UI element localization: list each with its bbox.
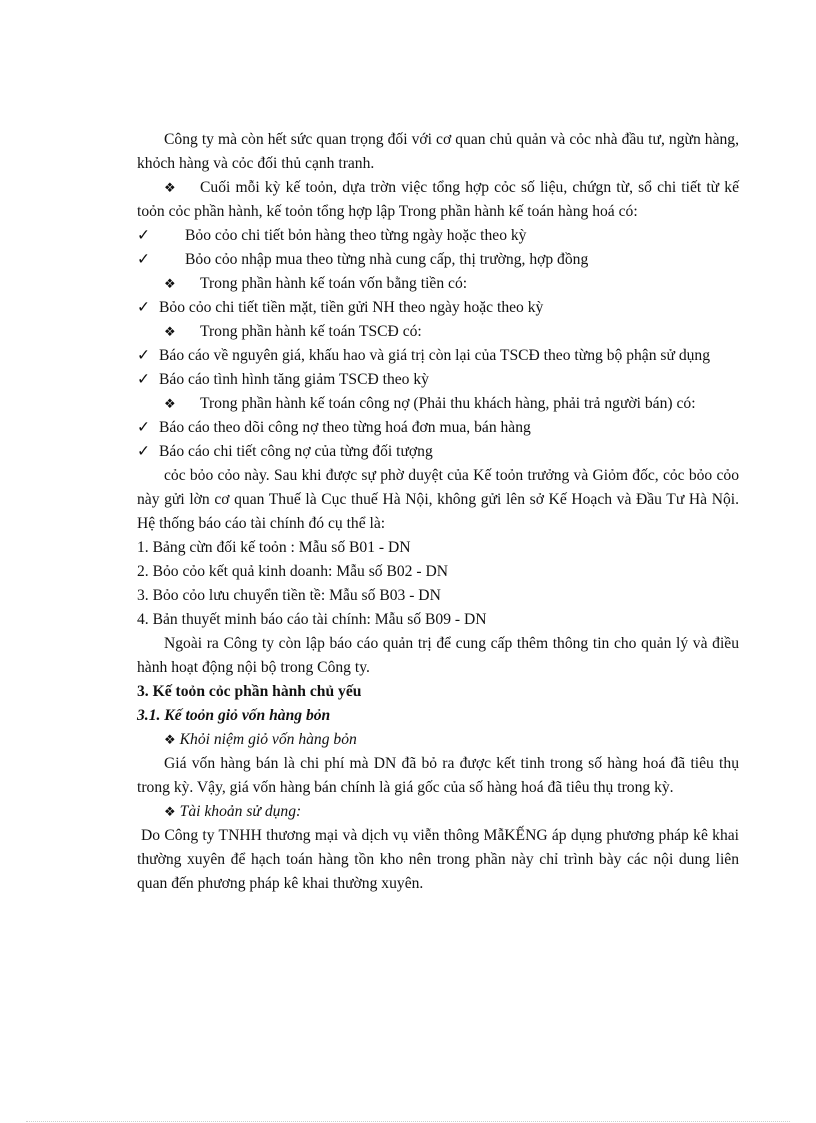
paragraph-method: Do Công ty TNHH thương mại và dịch vụ viễn thông MẫKẾNG áp dụng phương pháp kê khai thường xuyên để hạch toán hàng tồn kho nên trong phần này chỉ trình bày các nội dung liên quan đến phương pháp kê khai thường xuyên. <box>137 827 739 892</box>
check-item-purchase-report <box>137 248 739 272</box>
check-item-asset-change-report <box>137 368 739 392</box>
paragraph-management-report: Ngoài ra Công ty còn lập báo cáo quản trị để cung cấp thêm thông tin cho quản lý và điều hành hoạt động nội bộ trong Công ty. <box>137 635 739 676</box>
check-item-text: Báo cáo về nguyên giá, khấu hao và giá trị còn lại của TSCĐ theo từng bộ phận sử dụng <box>159 347 711 364</box>
check-item-sales-report <box>137 224 739 248</box>
diamond-bullet-icon: ❖ <box>164 180 176 195</box>
diamond-item-text: Trong phần hành kế toán vốn bằng tiền có: <box>200 275 468 292</box>
check-item-text: Bỏo cỏo chi tiết tiền mặt, tiền gửi NH theo ngày hoặc theo kỳ <box>159 299 544 316</box>
check-mark-icon: ✓ <box>137 227 151 244</box>
numbered-item-cash-flow: 3. Bỏo cỏo lưu chuyển tiền tề: Mẫu số B03 - DN <box>137 587 441 604</box>
diamond-item-text: Trong phần hành kế toán TSCĐ có: <box>200 323 422 340</box>
italic-item-text: Tài khoản sử dụng: <box>179 803 302 820</box>
check-mark-icon: ✓ <box>137 419 151 436</box>
diamond-bullet-icon: ❖ <box>164 276 176 291</box>
check-mark-icon: ✓ <box>137 347 151 364</box>
diamond-item-debts <box>137 392 739 416</box>
check-item-text: Báo cáo chi tiết công nợ của từng đối tượng <box>159 443 433 460</box>
paragraph-cost-definition: Giá vốn hàng bán là chi phí mà DN đã bỏ ra được kết tinh trong số hàng hoá đã tiêu thụ trong kỳ. Vậy, giá vốn hàng bán chính là giá gốc của số hàng hoá đã tiêu thụ trong kỳ. <box>137 755 739 796</box>
check-item-cash-report <box>137 296 739 320</box>
subsection-heading: 3.1. Kế toỏn giỏ vốn hàng bỏn <box>137 707 331 724</box>
italic-item-concept <box>137 728 739 752</box>
check-item-debt-invoice-report <box>137 416 739 440</box>
check-mark-icon: ✓ <box>137 371 151 388</box>
check-mark-icon: ✓ <box>137 443 151 460</box>
check-item-text: Bỏo cỏo chi tiết bỏn hàng theo từng ngày hoặc theo kỳ <box>185 227 527 244</box>
paragraph-intro: Công ty mà còn hết sức quan trọng đối với cơ quan chủ quản và cỏc nhà đầu tư, ngừn hàng, khỏch hàng và cỏc đối thủ cạnh tranh. <box>137 131 739 172</box>
section-heading: 3. Kế toỏn cỏc phần hành chủ yếu <box>137 683 362 700</box>
diamond-bullet-icon: ❖ <box>164 804 176 819</box>
paragraph-approval: cỏc bỏo cỏo này. Sau khi được sự phờ duyệt của Kế toỏn trưởng và Giỏm đốc, cỏc bỏo cỏo này gửi lờn cơ quan Thuế là Cục thuế Hà Nội, không gửi lên sở Kế Hoạch và Đầu Tư Hà Nội. Hệ thống báo cáo tài chính đó cụ thể là: <box>137 467 739 532</box>
numbered-item-balance-sheet: 1. Bảng cừn đối kế toỏn : Mẫu số B01 - DN <box>137 539 411 556</box>
check-item-debt-object-report <box>137 440 739 464</box>
check-item-asset-value-report <box>137 344 739 368</box>
diamond-item-text: Trong phần hành kế toán công nợ (Phải thu khách hàng, phải trả người bán) có: <box>200 395 696 412</box>
numbered-item-income-statement: 2. Bỏo cỏo kết quả kinh doanh: Mẫu số B02 - DN <box>137 563 448 580</box>
diamond-bullet-icon: ❖ <box>164 732 176 747</box>
diamond-item-summary <box>137 176 739 224</box>
diamond-bullet-icon: ❖ <box>164 396 176 411</box>
diamond-item-text: Cuối mỗi kỳ kế toỏn, dựa trờn việc tổng hợp cỏc số liệu, chứgn từ, sổ chi tiết từ kế toỏn cỏc phần hành, kế toỏn tổng hợp lập Trong phần hành kế toán hàng hoá có: <box>137 179 739 220</box>
numbered-item-notes: 4. Bản thuyết minh báo cáo tài chính: Mẫu số B09 - DN <box>137 611 487 628</box>
diamond-item-cash <box>137 272 739 296</box>
check-item-text: Báo cáo theo dõi công nợ theo từng hoá đơn mua, bán hàng <box>159 419 531 436</box>
check-item-text: Bỏo cỏo nhập mua theo từng nhà cung cấp, thị trường, hợp đồng <box>185 251 589 268</box>
diamond-bullet-icon: ❖ <box>164 324 176 339</box>
document-page <box>137 128 739 896</box>
check-item-text: Báo cáo tình hình tăng giảm TSCĐ theo kỳ <box>159 371 429 388</box>
check-mark-icon: ✓ <box>137 251 151 268</box>
italic-item-text: Khỏi niệm giỏ vốn hàng bỏn <box>179 731 357 748</box>
check-mark-icon: ✓ <box>137 299 151 316</box>
italic-item-accounts <box>137 800 739 824</box>
page-bottom-divider <box>26 1121 790 1122</box>
diamond-item-fixed-assets <box>137 320 739 344</box>
